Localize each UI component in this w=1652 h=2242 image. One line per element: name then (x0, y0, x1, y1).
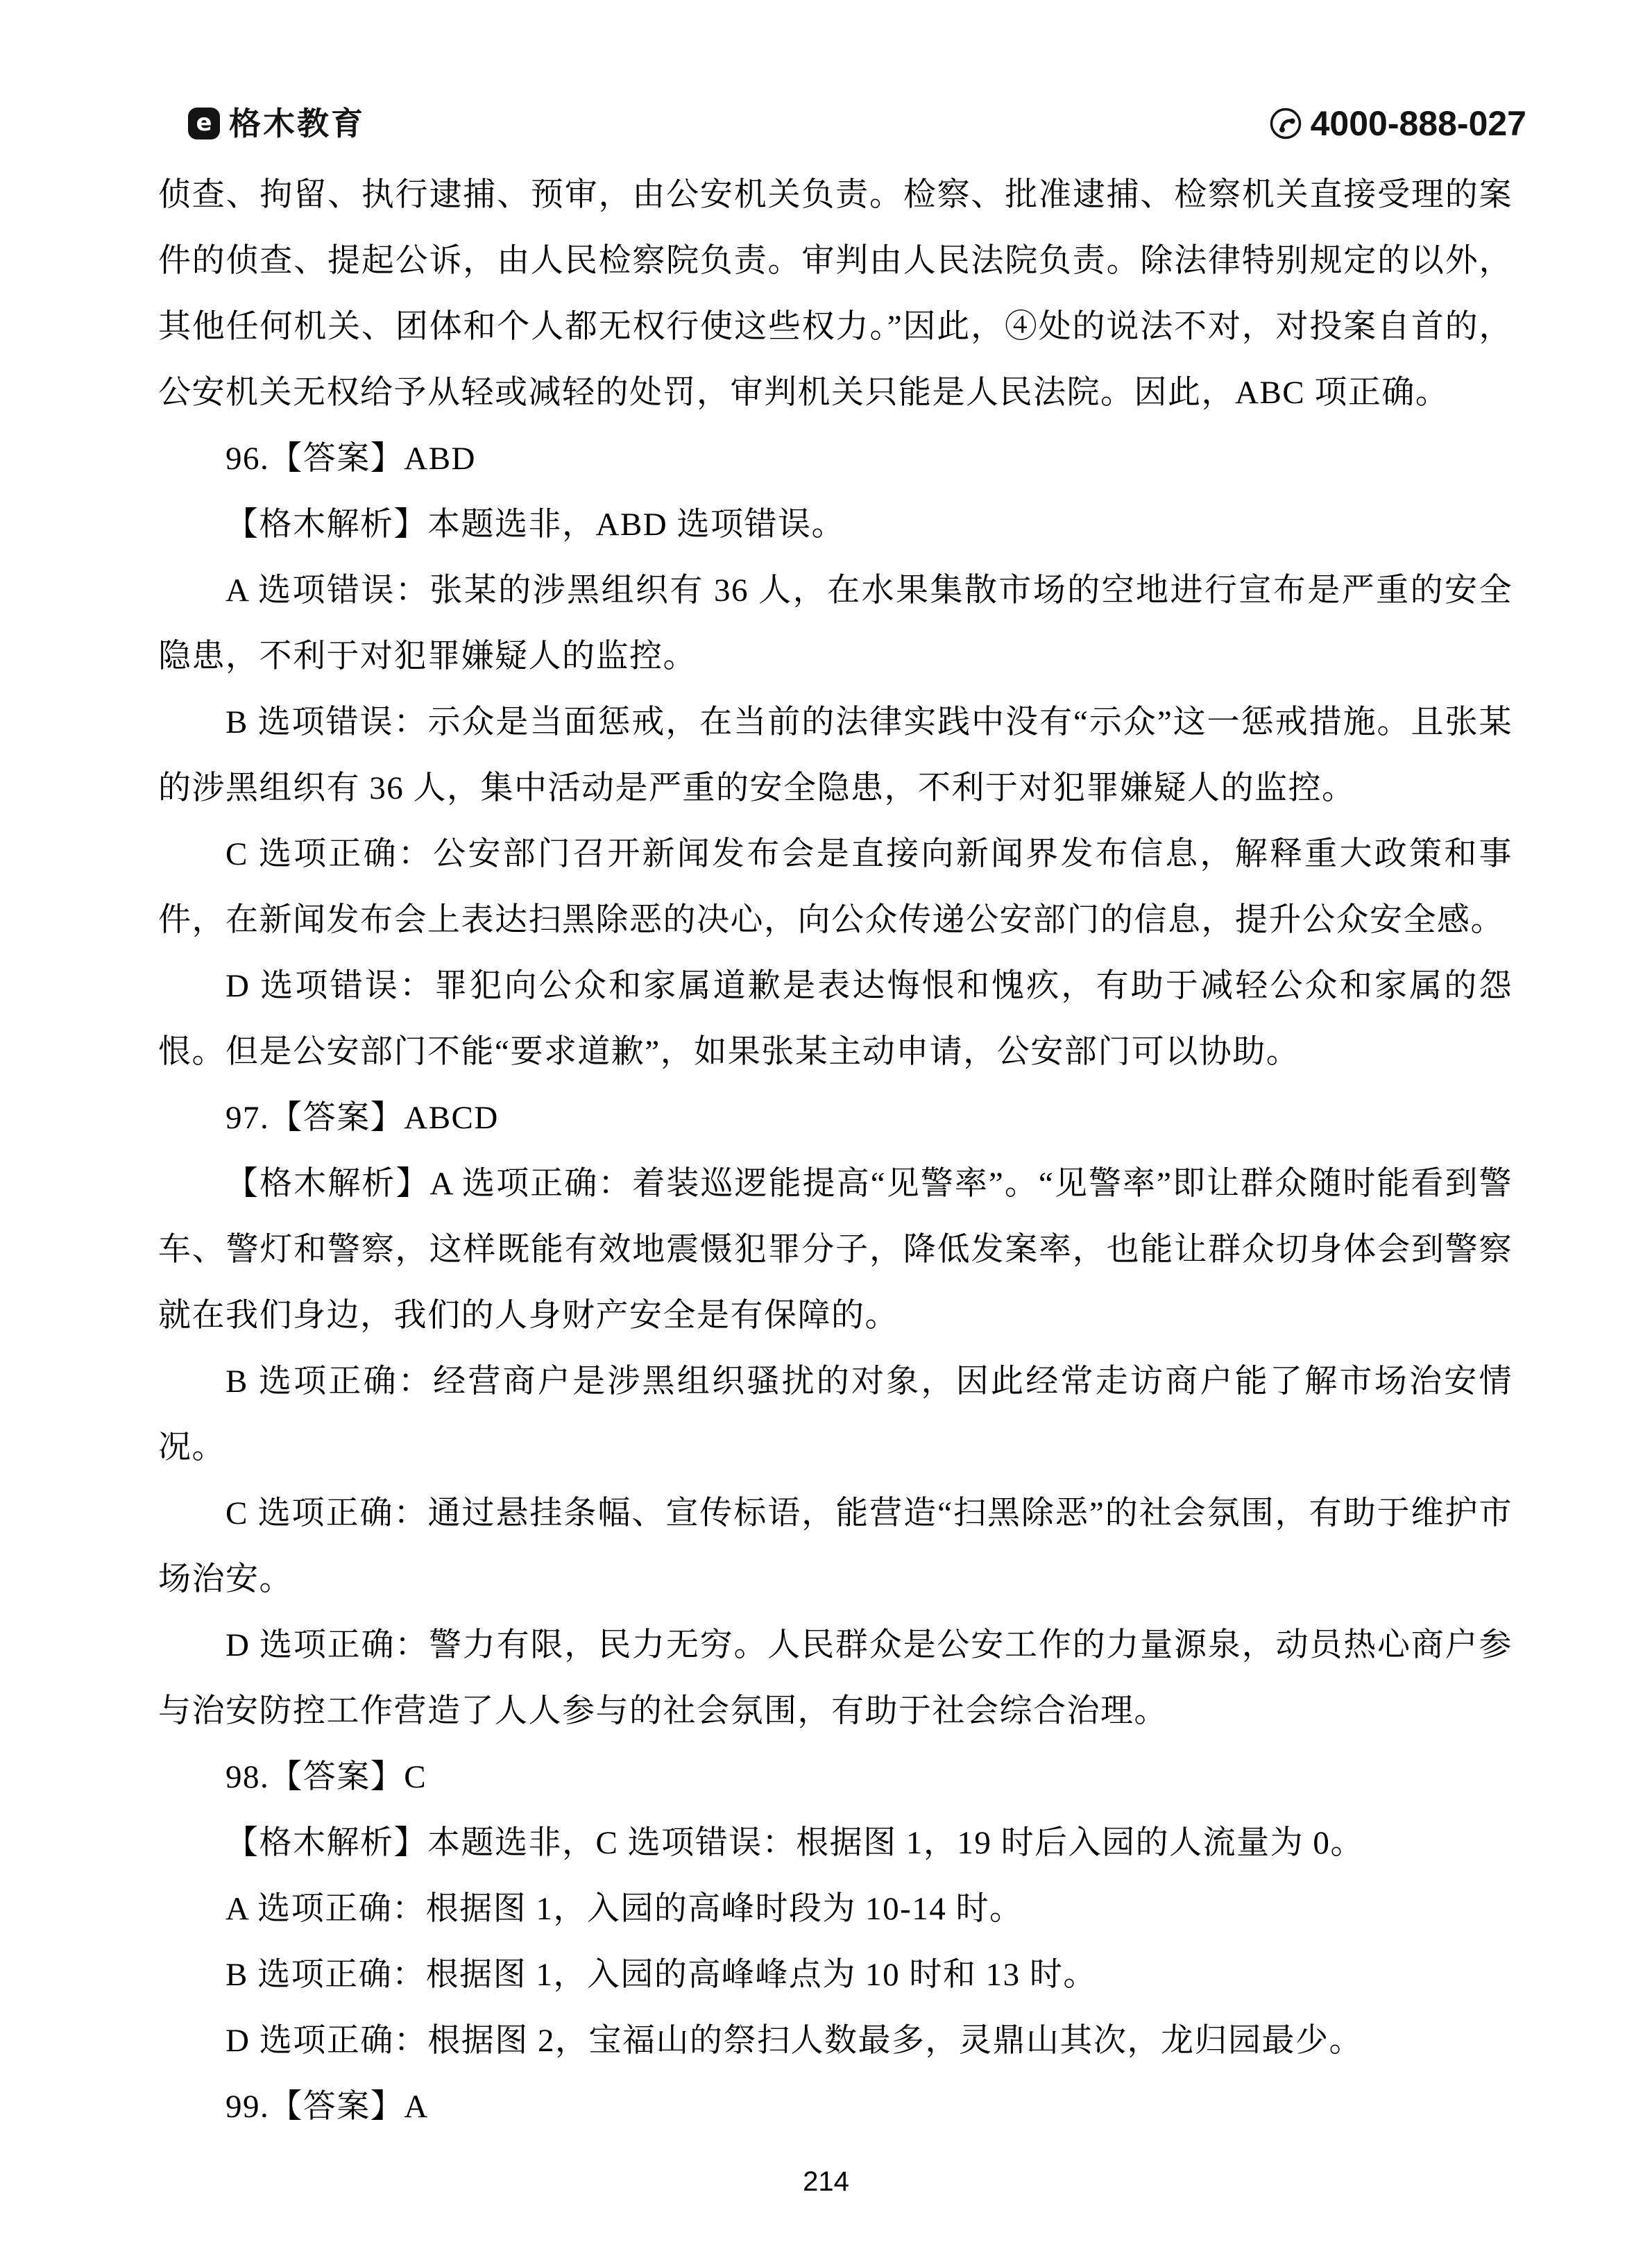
gemu-logo-icon (187, 107, 221, 140)
paragraph: B 选项正确：经营商户是涉黑组织骚扰的对象，因此经常走访商户能了解市场治安情况。 (158, 1364, 1513, 1466)
paragraph: 98.【答案】C (225, 1759, 427, 1795)
paragraph: B 选项正确：根据图 1，入园的高峰峰点为 10 时和 13 时。 (225, 1957, 1097, 1993)
paragraph: C 选项正确：公安部门召开新闻发布会是直接向新闻界发布信息，解释重大政策和事件，在新闻发布会上表达扫黑除恶的决心，向公众传递公安部门的信息，提升公众安全感。 (158, 836, 1513, 938)
paragraph: 【格木解析】本题选非，ABD 选项错误。 (225, 507, 845, 543)
phone-number: 4000-888-027 (1310, 104, 1526, 143)
paragraph: D 选项正确：根据图 2，宝福山的祭扫人数最多，灵鼎山其次，龙归园最少。 (225, 2023, 1363, 2059)
paragraph: D 选项正确：警力有限，民力无穷。人民群众是公安工作的力量源泉，动员热心商户参与治安防控工作营造了人人参与的社会氛围，有助于社会综合治理。 (158, 1627, 1513, 1729)
brand (187, 107, 365, 140)
contact-phone (1269, 106, 1526, 141)
paragraph: C 选项正确：通过悬挂条幅、宣传标语，能营造“扫黑除恶”的社会氛围，有助于维护市场治安。 (158, 1495, 1513, 1597)
paragraph: D 选项错误：罪犯向公众和家属道歉是表达悔恨和愧疚，有助于减轻公众和家属的怨恨。但是公安部门不能“要求道歉”，如果张某主动申请，公安部门可以协助。 (158, 968, 1513, 1070)
document-body (158, 162, 1513, 2140)
page-header (187, 104, 1526, 143)
paragraph: 【格木解析】A 选项正确：着装巡逻能提高“见警率”。“见警率”即让群众随时能看到警车、警灯和警察，这样既能有效地震慑犯罪分子，降低发案率，也能让群众切身体会到警察就在我们身边，我们的人身财产安全是有保障的。 (158, 1166, 1513, 1334)
svg-text:e: e (196, 109, 212, 137)
paragraph: A 选项错误：张某的涉黑组织有 36 人，在水果集散市场的空地进行宣布是严重的安全隐患，不利于对犯罪嫌疑人的监控。 (158, 572, 1513, 674)
paragraph: 侦查、拘留、执行逮捕、预审，由公安机关负责。检察、批准逮捕、检察机关直接受理的案件的侦查、提起公诉，由人民检察院负责。审判由人民法院负责。除法律特别规定的以外，其他任何机关、团体和个人都无权行使这些权力。”因此，④处的说法不对，对投案自首的，公安机关无权给予从轻或减轻的处罚，审判机关只能是人民法院。因此，ABC 项正确。 (158, 177, 1513, 411)
paragraph: 【格木解析】本题选非，C 选项错误：根据图 1，19 时后入园的人流量为 0。 (225, 1825, 1364, 1861)
paragraph: B 选项错误：示众是当面惩戒，在当前的法律实践中没有“示众”这一惩戒措施。且张某的涉黑组织有 36 人，集中活动是严重的安全隐患，不利于对犯罪嫌疑人的监控。 (158, 704, 1513, 806)
page-number: 214 (803, 2166, 849, 2197)
phone-icon (1269, 107, 1302, 140)
page-footer (0, 2168, 1652, 2196)
paragraph: 96.【答案】ABD (225, 441, 476, 477)
paragraph: 99.【答案】A (225, 2089, 429, 2125)
paragraph: A 选项正确：根据图 1，入园的高峰时段为 10-14 时。 (225, 1891, 1023, 1927)
paragraph: 97.【答案】ABCD (225, 1100, 499, 1136)
brand-name: 格木教育 (229, 105, 365, 142)
